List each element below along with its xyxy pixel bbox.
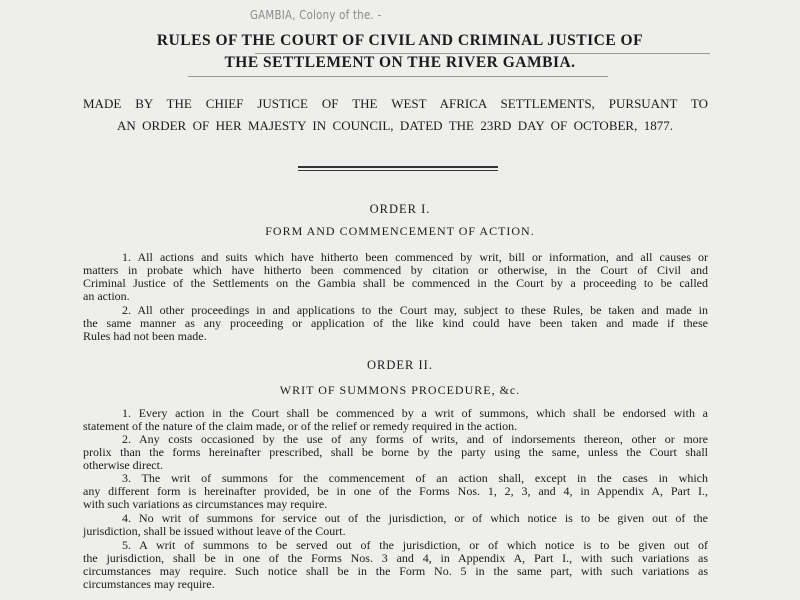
order-number: ORDER I. <box>369 202 431 216</box>
paragraph-line: any different form is hereinafter provided, be in one of the Forms Nos. 1, 2, 3, and 4, in Appendix A, Part I., <box>83 484 708 498</box>
order-number: ORDER II. <box>367 358 433 372</box>
paragraph-line: the jurisdiction, shall be in one of the Forms Nos. 3 and 4, in Appendix A, Part I., with such variations as <box>83 551 708 565</box>
paragraph-line: otherwise direct. <box>83 458 163 472</box>
paragraph-line: 2. All other proceedings in and applications to the Court may, subject to these Rules, be taken and made in <box>122 303 708 317</box>
paragraph-line: 1. All actions and suits which have hitherto been commenced by writ, bill or information, and all causes or <box>122 250 708 264</box>
paragraph-line: 1. Every action in the Court shall be commenced by a writ of summons, which shall be endorsed with a <box>122 406 708 420</box>
order-heading: FORM AND COMMENCEMENT OF ACTION. <box>265 224 535 238</box>
pencil-underline <box>188 76 608 77</box>
paragraph-line: Criminal Justice of the Settlements on the Gambia shall be commenced in the Court by a proceeding to be called <box>83 276 708 290</box>
paragraph-line: matters in probate which have hitherto been commenced by citation or otherwise, in the Court of Civil and <box>83 263 708 277</box>
order-heading: WRIT OF SUMMONS PROCEDURE, &c. <box>279 383 521 397</box>
paragraph-line: circumstances may require. <box>83 577 215 591</box>
paragraph-line: with such variations as circumstances may require. <box>83 497 328 511</box>
handwritten-annotation: GAMBIA, Colony of the. - <box>250 8 382 22</box>
paragraph-line: 4. No writ of summons for service out of the jurisdiction, or of which notice is to be given out of the <box>122 511 708 525</box>
subtitle-line-1: MADE BY THE CHIEF JUSTICE OF THE WEST AFRICA SETTLEMENTS, PURSUANT TO <box>83 96 708 111</box>
document-title-line-2: THE SETTLEMENT ON THE RIVER GAMBIA. <box>224 54 576 71</box>
divider-rule <box>298 166 498 171</box>
subtitle-line-2: AN ORDER OF HER MAJESTY IN COUNCIL, DATED THE 23RD DAY OF OCTOBER, 1877. <box>117 118 673 133</box>
paragraph-line: jurisdiction, shall be issued without leave of the Court. <box>83 524 346 538</box>
paragraph-line: prolix than the forms hereinafter prescribed, shall be borne by the party using the same, unless the Court shall <box>83 445 708 459</box>
paragraph-line: 2. Any costs occasioned by the use of any forms of writs, and of indorsements thereon, other or more <box>122 432 708 446</box>
document-title-line-1: RULES OF THE COURT OF CIVIL AND CRIMINAL JUSTICE OF <box>156 32 644 49</box>
paragraph-line: the same manner as any proceeding or application of the like kind could have been taken and made if these <box>83 316 708 330</box>
paragraph-line: 3. The writ of summons for the commencement of an action shall, except in the cases in which <box>122 471 708 485</box>
paragraph-line: statement of the nature of the claim made, or of the relief or remedy required in the action. <box>83 419 518 433</box>
paragraph-line: 5. A writ of summons to be served out of the jurisdiction, or of which notice is to be given out of <box>122 538 708 552</box>
paragraph-line: Rules had not been made. <box>83 329 207 343</box>
paragraph-line: an action. <box>83 289 130 303</box>
paragraph-line: circumstances may require. Such notice shall be in the Form No. 5 in the same part, with such variations as <box>83 564 708 578</box>
